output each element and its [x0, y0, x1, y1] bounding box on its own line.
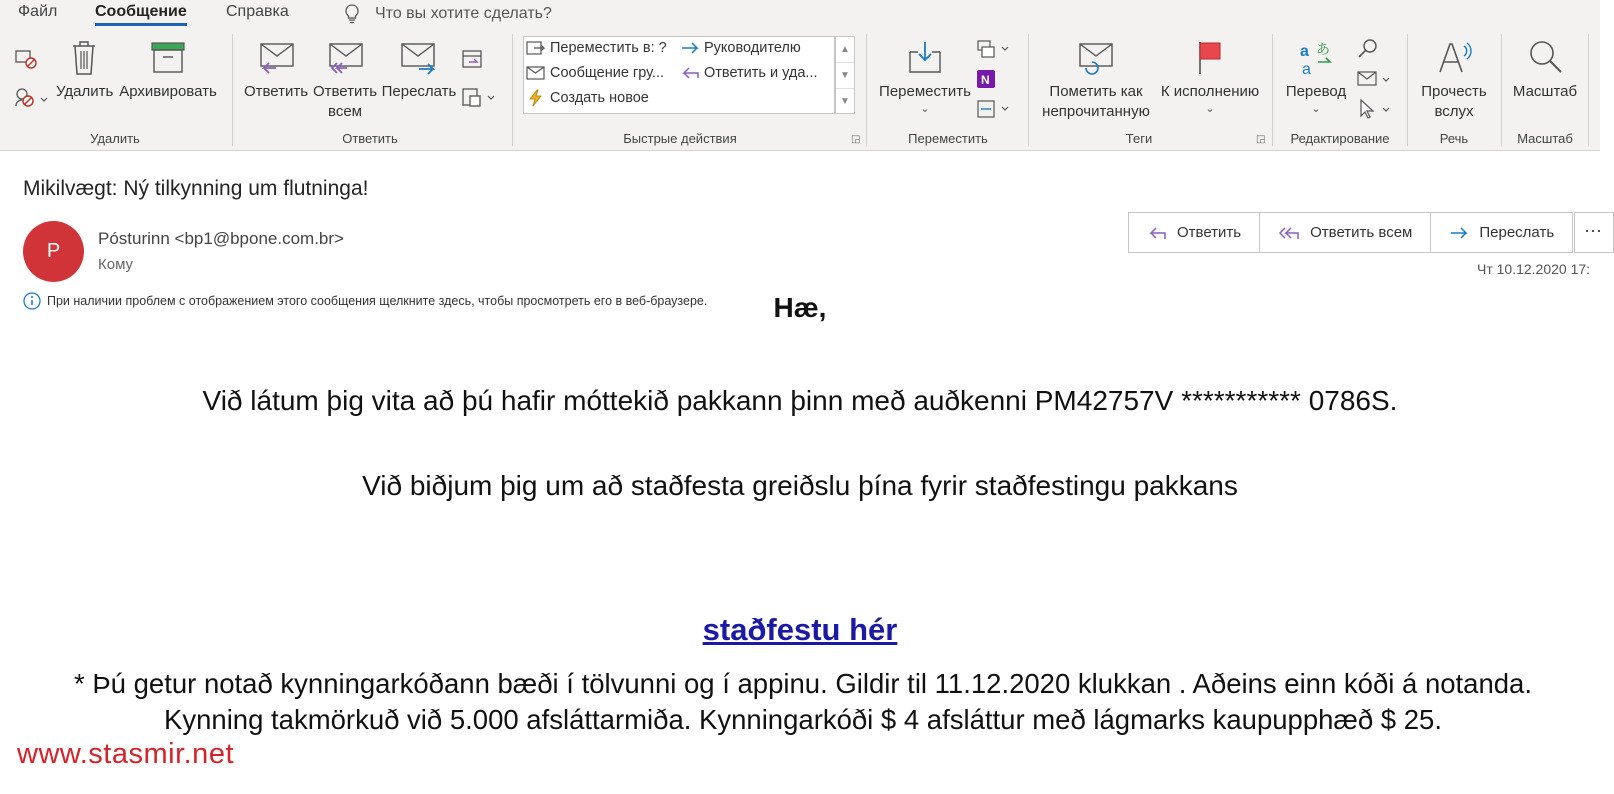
divider — [1588, 34, 1589, 146]
group-label-zoom: Масштаб — [1517, 131, 1573, 146]
move-icon — [905, 38, 945, 78]
flag-icon — [1190, 38, 1230, 78]
move-label: Переместить — [879, 83, 971, 100]
divider — [1407, 34, 1408, 146]
dialog-launcher-icon[interactable]: ◲ — [1256, 134, 1266, 145]
tab-help[interactable]: Справка — [226, 3, 289, 20]
reply-all-label-1: Ответить — [312, 83, 378, 100]
ribbon — [0, 26, 1600, 151]
unread-envelope-icon — [1075, 38, 1117, 78]
avatar[interactable]: P — [23, 221, 84, 282]
header-forward-button[interactable] — [1431, 213, 1572, 252]
forward-label: Переслать — [381, 83, 457, 100]
lightning-icon — [526, 89, 546, 107]
divider — [1028, 34, 1029, 146]
tell-me-search[interactable] — [343, 3, 552, 25]
info-bar-text: При наличии проблем с отображением этого сообщения щелкните здесь, чтобы просмотреть его в веб-браузере. — [47, 294, 708, 308]
translate-icon — [1296, 38, 1336, 78]
greeting-text: Hæ, — [773, 292, 827, 323]
quick-steps-scroll[interactable] — [835, 36, 855, 114]
divider — [232, 34, 233, 146]
divider — [512, 34, 513, 146]
reply-label: Ответить — [243, 83, 309, 100]
archive-icon — [149, 38, 187, 78]
ignore-icon[interactable] — [14, 48, 38, 75]
chevron-down-icon: ⌄ — [920, 103, 930, 115]
scroll-down-icon[interactable]: ▼ — [836, 63, 854, 89]
translate-label: Перевод — [1285, 83, 1347, 100]
delete-label: Удалить — [56, 83, 114, 100]
related-icon[interactable] — [1356, 68, 1396, 95]
sender[interactable]: Pósturinn <bp1@bpone.com.br> — [98, 229, 344, 248]
zoom-label: Масштаб — [1512, 83, 1578, 100]
read-aloud-label-1: Прочесть — [1421, 83, 1487, 100]
forward-arrow-icon — [1449, 224, 1469, 242]
header-reply-label: Ответить — [1177, 224, 1242, 241]
reply-button[interactable] — [243, 38, 309, 102]
expand-gallery-icon[interactable]: ▼ — [840, 96, 850, 107]
reply-arrow-icon — [680, 64, 700, 82]
actions-icon[interactable] — [975, 98, 1015, 125]
zoom-button[interactable] — [1506, 38, 1584, 102]
scroll-up-icon[interactable]: ▲ — [836, 37, 854, 63]
rules-icon[interactable] — [975, 38, 1015, 65]
archive-button[interactable] — [116, 38, 220, 102]
group-label-delete: Удалить — [90, 131, 140, 146]
envelope-icon — [526, 64, 546, 82]
svg-text:N: N — [981, 73, 990, 87]
header-reply-button[interactable] — [1129, 213, 1260, 252]
reply-all-arrow-icon — [1278, 224, 1300, 242]
reply-all-button[interactable] — [312, 38, 378, 122]
arrow-right-icon — [680, 39, 700, 57]
confirm-link[interactable]: staðfestu hér — [702, 612, 898, 647]
reply-all-label-2: всем — [328, 103, 362, 120]
magnifier-icon — [1525, 38, 1565, 78]
body-line-2: Við biðjum þig um að staðfesta greiðslu þína fyrir staðfestingu pakkans — [362, 470, 1238, 501]
message-subject: Mikilvægt: Ný tilkynning um flutninga! — [23, 177, 369, 200]
quick-steps-gallery — [523, 36, 835, 114]
meeting-icon[interactable] — [461, 48, 485, 75]
delete-button[interactable] — [56, 38, 112, 102]
read-aloud-button[interactable] — [1412, 38, 1496, 122]
message-date: Чт 10.12.2020 17: — [1477, 261, 1591, 277]
group-label-speech: Речь — [1439, 131, 1469, 146]
quick-step-reply-delete-label: Ответить и уда... — [704, 65, 818, 81]
watermark: www.stasmir.net — [17, 738, 234, 770]
quick-step-team-email[interactable] — [526, 64, 664, 82]
reply-icon — [256, 38, 296, 78]
svg-text:a: a — [1300, 43, 1309, 60]
quick-step-manager-label: Руководителю — [704, 40, 801, 56]
forward-icon — [399, 38, 439, 78]
group-label-tags: Теги — [1125, 131, 1153, 146]
junk-icon[interactable] — [14, 86, 50, 113]
quick-step-move-label: Переместить в: ? — [550, 40, 667, 56]
group-label-move: Переместить — [908, 131, 988, 146]
translate-button[interactable] — [1278, 38, 1354, 116]
read-aloud-icon — [1434, 38, 1474, 78]
mark-unread-button[interactable] — [1037, 38, 1155, 122]
onenote-icon[interactable] — [975, 68, 999, 95]
quick-step-move[interactable] — [526, 39, 667, 57]
more-respond-icon[interactable] — [461, 86, 501, 113]
message-actions — [1128, 212, 1573, 253]
quick-step-manager[interactable] — [680, 39, 801, 57]
svg-text:あ: あ — [1316, 42, 1330, 58]
tell-me-placeholder: Что вы хотите сделать? — [375, 5, 552, 22]
forward-button[interactable] — [381, 38, 457, 102]
reply-arrow-icon — [1147, 224, 1167, 242]
move-button[interactable] — [879, 38, 971, 116]
group-label-respond: Ответить — [342, 131, 398, 146]
svg-text:a: a — [1302, 61, 1311, 78]
divider — [866, 34, 867, 146]
read-aloud-label-2: вслух — [1434, 103, 1474, 120]
tab-file[interactable]: Файл — [18, 3, 58, 20]
quick-step-reply-delete[interactable] — [680, 64, 818, 82]
quick-step-create-new[interactable] — [526, 89, 649, 107]
follow-up-button[interactable] — [1157, 38, 1263, 116]
group-label-editing: Редактирование — [1290, 131, 1390, 146]
dialog-launcher-icon[interactable]: ◲ — [851, 134, 861, 145]
select-cursor-icon[interactable] — [1356, 98, 1396, 125]
quick-step-create-label: Создать новое — [550, 90, 649, 106]
tab-message[interactable]: Сообщение — [95, 3, 187, 20]
chevron-down-icon: ⌄ — [1311, 103, 1321, 115]
move-to-folder-icon — [526, 39, 546, 57]
ribbon-tabs — [0, 0, 1600, 26]
chevron-down-icon: ⌄ — [1205, 103, 1215, 115]
group-label-quick-steps: Быстрые действия — [623, 131, 737, 146]
follow-up-label: К исполнению — [1160, 83, 1260, 100]
divider — [1272, 34, 1273, 146]
archive-label: Архивировать — [119, 83, 217, 100]
find-icon[interactable] — [1356, 38, 1380, 65]
header-reply-all-label: Ответить всем — [1310, 224, 1413, 241]
to-label: Кому — [98, 256, 134, 273]
body-line-1: Við látum þig vita að þú hafir móttekið pakkann þinn með auðkenni PM42757V *********** 0786S. — [202, 385, 1398, 416]
divider — [1501, 34, 1502, 146]
quick-step-team-label: Сообщение гру... — [550, 65, 665, 81]
reply-all-icon — [325, 38, 365, 78]
trash-icon — [69, 38, 99, 78]
footnote: * Þú getur notað kynningarkóðann bæði í tölvunni og í appinu. Gildir til 11.12.2020 klukkan . Aðeins einn kóði á notanda. Kynning takmörkuð við 5.000 afsláttarmiða. Kynningarkóði $ 4 afsláttur með lágmarks kaupupphæð $ 25. — [74, 668, 1532, 735]
header-reply-all-button[interactable] — [1260, 213, 1431, 252]
header-forward-label: Переслать — [1479, 224, 1555, 241]
more-actions-button[interactable]: ··· — [1574, 212, 1614, 253]
lightbulb-icon — [343, 3, 361, 25]
mark-unread-label-2: непрочитанную — [1042, 103, 1150, 120]
mark-unread-label-1: Пометить как — [1049, 83, 1143, 100]
